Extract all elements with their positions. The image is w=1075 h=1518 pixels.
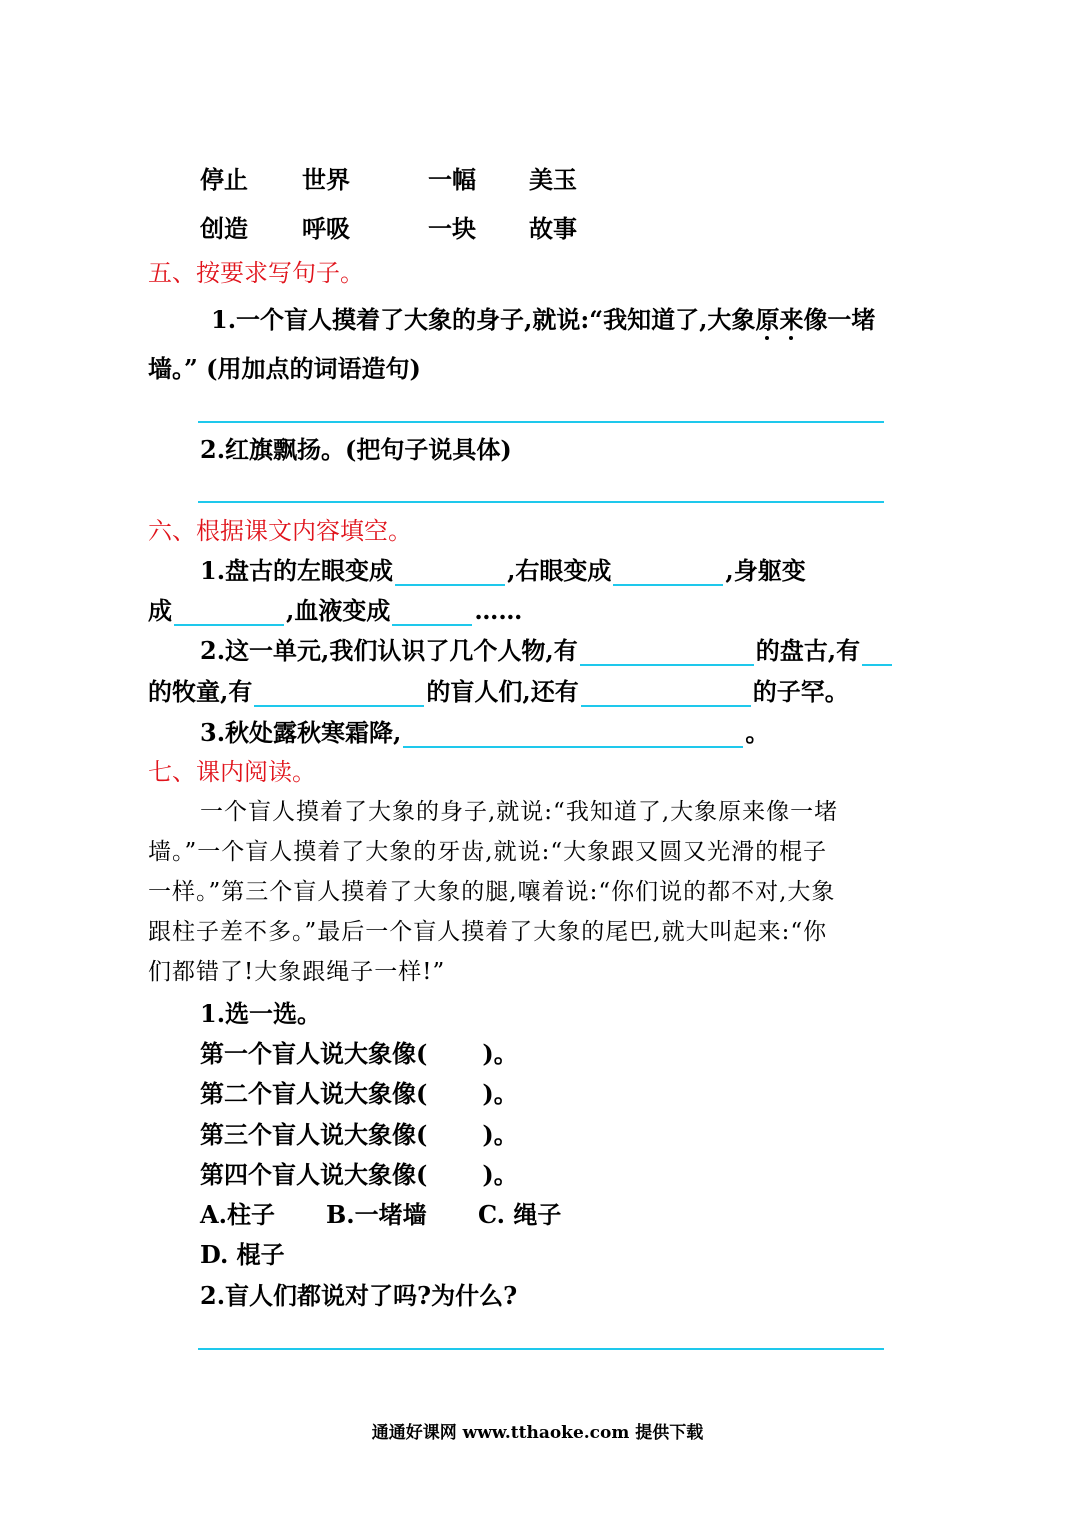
q-text: 2.这一单元,我们认识了几个人物,有 — [200, 636, 578, 665]
answer-line[interactable] — [198, 1348, 884, 1350]
answer-line[interactable] — [198, 501, 884, 503]
fill-blank[interactable] — [862, 638, 892, 666]
choice-item — [200, 1120, 518, 1150]
option-b: B.一堵墙 — [326, 1200, 427, 1229]
choice-close: )。 — [482, 1160, 518, 1189]
q-text: …… — [474, 596, 523, 625]
q-text: 3.秋处露秋寒霜降, — [200, 718, 402, 747]
passage-line: 们都错了!大象跟绳子一样!” — [148, 959, 446, 985]
q-text: ,右眼变成 — [507, 556, 612, 585]
fill-blank[interactable] — [174, 598, 284, 626]
option-a: A.柱子 — [200, 1200, 275, 1229]
answer-line[interactable] — [198, 421, 884, 423]
q-text: ,血液变成 — [286, 596, 391, 625]
q-text: 的子罕。 — [752, 677, 849, 706]
word-item: 创造 — [200, 214, 248, 243]
word-item: 一块 — [428, 214, 476, 243]
q-text: ,身躯变 — [725, 556, 806, 585]
word-item: 停止 — [200, 165, 248, 194]
passage-line: 墙。”一个盲人摸着了大象的牙齿,就说:“大象跟又圆又光滑的棍子 — [148, 839, 828, 865]
q-text: 1.盘古的左眼变成 — [200, 556, 394, 585]
choice-text: 第三个盲人说大象像( — [200, 1120, 428, 1149]
fill-blank[interactable] — [254, 679, 424, 707]
q-text: 的盘古,有 — [755, 636, 861, 665]
word-item: 故事 — [529, 214, 577, 243]
q1-text-post: 像一堵 — [803, 305, 876, 334]
word-item: 一幅 — [428, 165, 476, 194]
q1-text-pre: 1.一个盲人摸着了大象的身子,就说:“我知道了,大象 — [211, 305, 756, 334]
choice-item — [200, 1079, 518, 1109]
section7-q2: 2.盲人们都说对了吗?为什么? — [200, 1281, 518, 1310]
section6-q3 — [200, 718, 769, 748]
option-c: C. 绳子 — [478, 1200, 562, 1229]
passage-line: 一样。”第三个盲人摸着了大象的腿,嚷着说:“你们说的都不对,大象 — [148, 879, 836, 905]
choice-close: )。 — [482, 1079, 518, 1108]
q-text: 的牧童,有 — [148, 677, 253, 706]
section5-q1-line2: 墙。” (用加点的词语造句) — [148, 354, 421, 383]
choice-close: )。 — [482, 1039, 518, 1068]
choice-item — [200, 1039, 518, 1069]
word-item: 呼吸 — [302, 214, 350, 243]
choice-item — [200, 1160, 518, 1190]
section7-q1-title: 1.选一选。 — [200, 999, 322, 1028]
fill-blank[interactable] — [613, 558, 723, 586]
section5-q2: 2.红旗飘扬。(把句子说具体) — [200, 435, 512, 464]
q-text: 的盲人们,还有 — [426, 677, 579, 706]
word-item: 世界 — [302, 165, 350, 194]
section6-q2-line1 — [200, 636, 894, 666]
fill-blank[interactable] — [580, 638, 754, 666]
fill-blank[interactable] — [392, 598, 472, 626]
section6-q2-line2 — [148, 677, 849, 707]
word-item: 美玉 — [529, 165, 577, 194]
choice-text: 第一个盲人说大象像( — [200, 1039, 428, 1068]
fill-blank[interactable] — [581, 679, 751, 707]
q-text: 。 — [745, 718, 770, 747]
option-d: D. 棍子 — [200, 1240, 285, 1269]
fill-blank[interactable] — [403, 720, 743, 748]
section6-q1-line1 — [200, 556, 806, 586]
section5-heading: 五、按要求写句子。 — [148, 259, 364, 287]
section6-q1-line2 — [148, 596, 522, 626]
dotted-char: 原 — [755, 305, 780, 334]
choice-text: 第二个盲人说大象像( — [200, 1079, 428, 1108]
q-text: 成 — [148, 596, 172, 625]
footer-text: 通通好课网 www.tthaoke.com 提供下载 — [371, 1423, 704, 1443]
passage-line: 跟柱子差不多。”最后一个盲人摸着了大象的尾巴,就大叫起来:“你 — [148, 919, 828, 945]
choice-close: )。 — [482, 1120, 518, 1149]
dotted-char: 来 — [779, 305, 804, 334]
section5-q1-line1 — [211, 305, 875, 335]
choice-text: 第四个盲人说大象像( — [200, 1160, 428, 1189]
section7-heading: 七、课内阅读。 — [148, 758, 316, 786]
section6-heading: 六、根据课文内容填空。 — [148, 517, 412, 545]
passage-line: 一个盲人摸着了大象的身子,就说:“我知道了,大象原来像一堵 — [200, 799, 839, 825]
fill-blank[interactable] — [395, 558, 505, 586]
